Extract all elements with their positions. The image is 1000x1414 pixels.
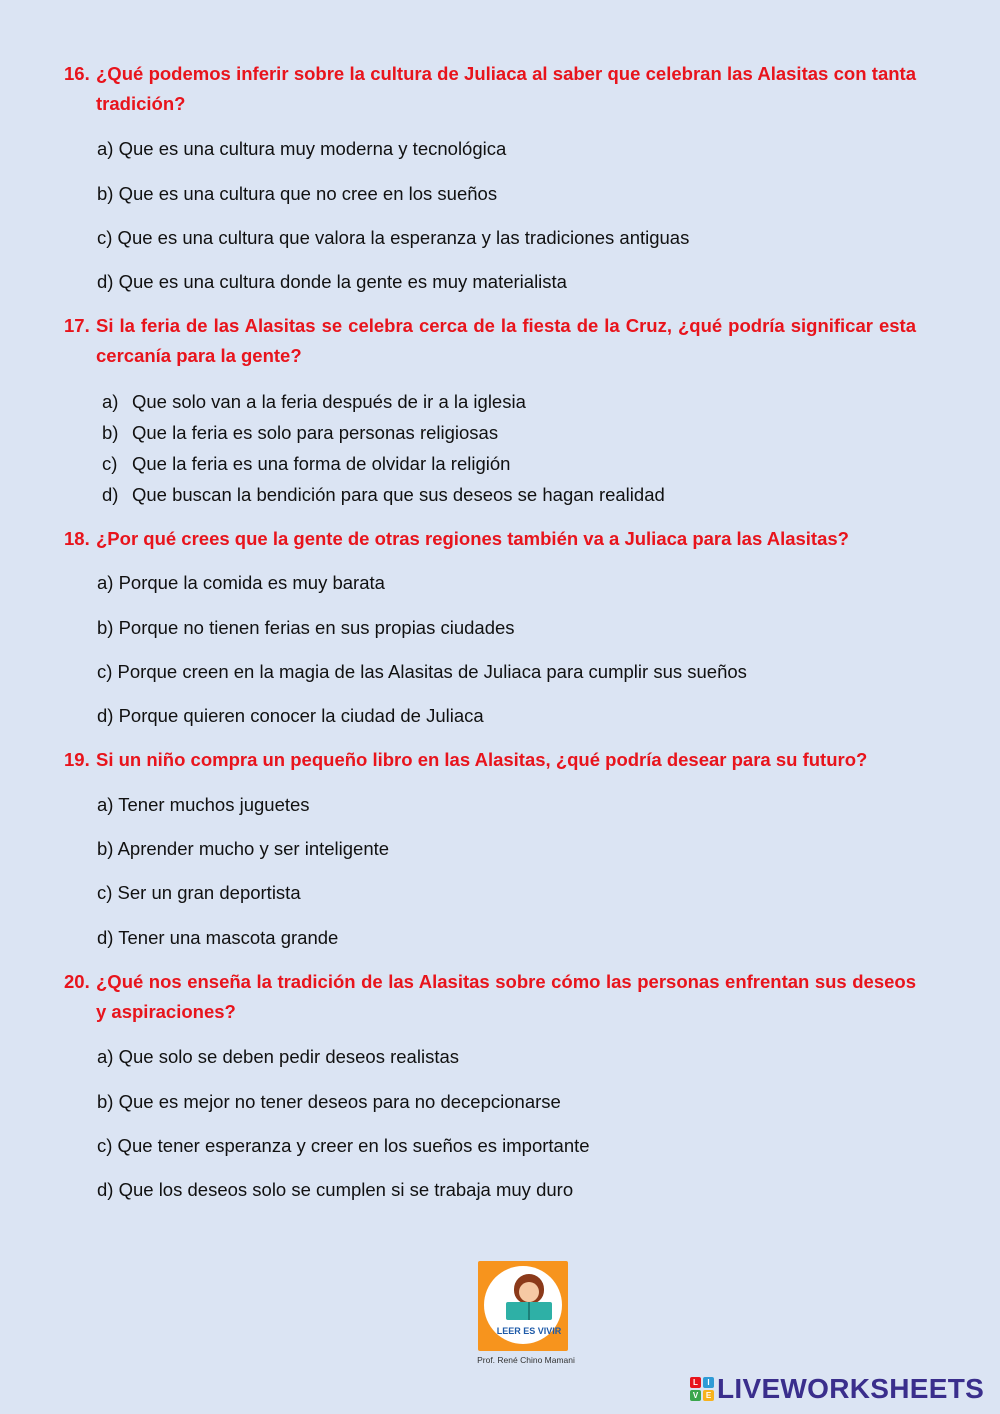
badge-letter: V <box>690 1390 701 1401</box>
question-text: Si la feria de las Alasitas se celebra cerca de la fiesta de la Cruz, ¿qué podría significar esta cercanía para la gente? <box>96 315 916 366</box>
question-number: 18. <box>64 528 90 549</box>
question-18 <box>64 524 916 554</box>
option-20-c[interactable]: c) Que tener esperanza y creer en los sueños es importante <box>97 1135 590 1156</box>
option-20-d[interactable]: d) Que los deseos solo se cumplen si se trabaja muy duro <box>97 1179 574 1200</box>
option-19-c[interactable]: c) Ser un gran deportista <box>97 882 301 903</box>
question-text: ¿Qué nos enseña la tradición de las Alasitas sobre cómo las personas enfrentan sus deseos y aspiraciones? <box>96 971 916 1022</box>
question-16 <box>64 59 916 119</box>
brand-wordmark: LIVEWORKSHEETS <box>717 1373 985 1404</box>
question-number: 16. <box>64 63 90 84</box>
option-20-a[interactable]: a) Que solo se deben pedir deseos realistas <box>97 1046 459 1067</box>
leer-es-vivir-logo <box>478 1261 568 1351</box>
question-20 <box>64 967 916 1027</box>
girl-face-icon <box>519 1282 539 1302</box>
liveworksheets-brand[interactable] <box>690 1372 984 1406</box>
option-text: Que la feria es solo para personas religiosas <box>132 422 499 443</box>
option-letter: c) <box>102 453 118 474</box>
question-number: 17. <box>64 315 90 336</box>
option-19-b[interactable]: b) Aprender mucho y ser inteligente <box>97 838 390 859</box>
option-17-c[interactable] <box>102 452 510 476</box>
option-text: Que la feria es una forma de olvidar la religión <box>132 453 511 474</box>
option-letter: a) <box>102 391 119 412</box>
question-text: ¿Qué podemos inferir sobre la cultura de Juliaca al saber que celebran las Alasitas con tanta tradición? <box>96 63 916 114</box>
author-credit: Prof. René Chino Mamani <box>477 1355 575 1365</box>
question-text: ¿Por qué crees que la gente de otras regiones también va a Juliaca para las Alasitas? <box>96 528 849 549</box>
option-letter: b) <box>102 422 119 443</box>
logo-circle <box>484 1266 562 1344</box>
option-18-c[interactable]: c) Porque creen en la magia de las Alasitas de Juliaca para cumplir sus sueños <box>97 661 747 682</box>
option-text: Que solo van a la feria después de ir a la iglesia <box>132 391 526 412</box>
badge-letter: E <box>703 1390 714 1401</box>
option-19-d[interactable]: d) Tener una mascota grande <box>97 927 339 948</box>
option-letter: d) <box>102 484 119 505</box>
option-17-b[interactable] <box>102 421 498 445</box>
question-text: Si un niño compra un pequeño libro en las Alasitas, ¿qué podría desear para su futuro? <box>96 749 868 770</box>
question-number: 19. <box>64 749 90 770</box>
logo-label: LEER ES VIVIR <box>496 1326 562 1336</box>
option-17-d[interactable] <box>102 483 665 507</box>
option-19-a[interactable]: a) Tener muchos juguetes <box>97 794 310 815</box>
option-18-d[interactable]: d) Porque quieren conocer la ciudad de Juliaca <box>97 705 484 726</box>
option-16-a[interactable]: a) Que es una cultura muy moderna y tecnológica <box>97 138 507 159</box>
question-17 <box>64 311 916 371</box>
option-17-a[interactable] <box>102 390 526 414</box>
live-badge-icon <box>690 1377 714 1401</box>
option-18-b[interactable]: b) Porque no tienen ferias en sus propias ciudades <box>97 617 515 638</box>
option-18-a[interactable]: a) Porque la comida es muy barata <box>97 572 385 593</box>
option-20-b[interactable]: b) Que es mejor no tener deseos para no decepcionarse <box>97 1091 561 1112</box>
badge-letter: I <box>703 1377 714 1388</box>
option-text: Que buscan la bendición para que sus deseos se hagan realidad <box>132 484 665 505</box>
badge-letter: L <box>690 1377 701 1388</box>
option-16-d[interactable]: d) Que es una cultura donde la gente es muy materialista <box>97 271 567 292</box>
option-16-c[interactable]: c) Que es una cultura que valora la esperanza y las tradiciones antiguas <box>97 227 690 248</box>
question-number: 20. <box>64 971 90 992</box>
option-16-b[interactable]: b) Que es una cultura que no cree en los sueños <box>97 183 498 204</box>
open-book-icon <box>506 1302 552 1320</box>
question-19 <box>64 745 916 775</box>
